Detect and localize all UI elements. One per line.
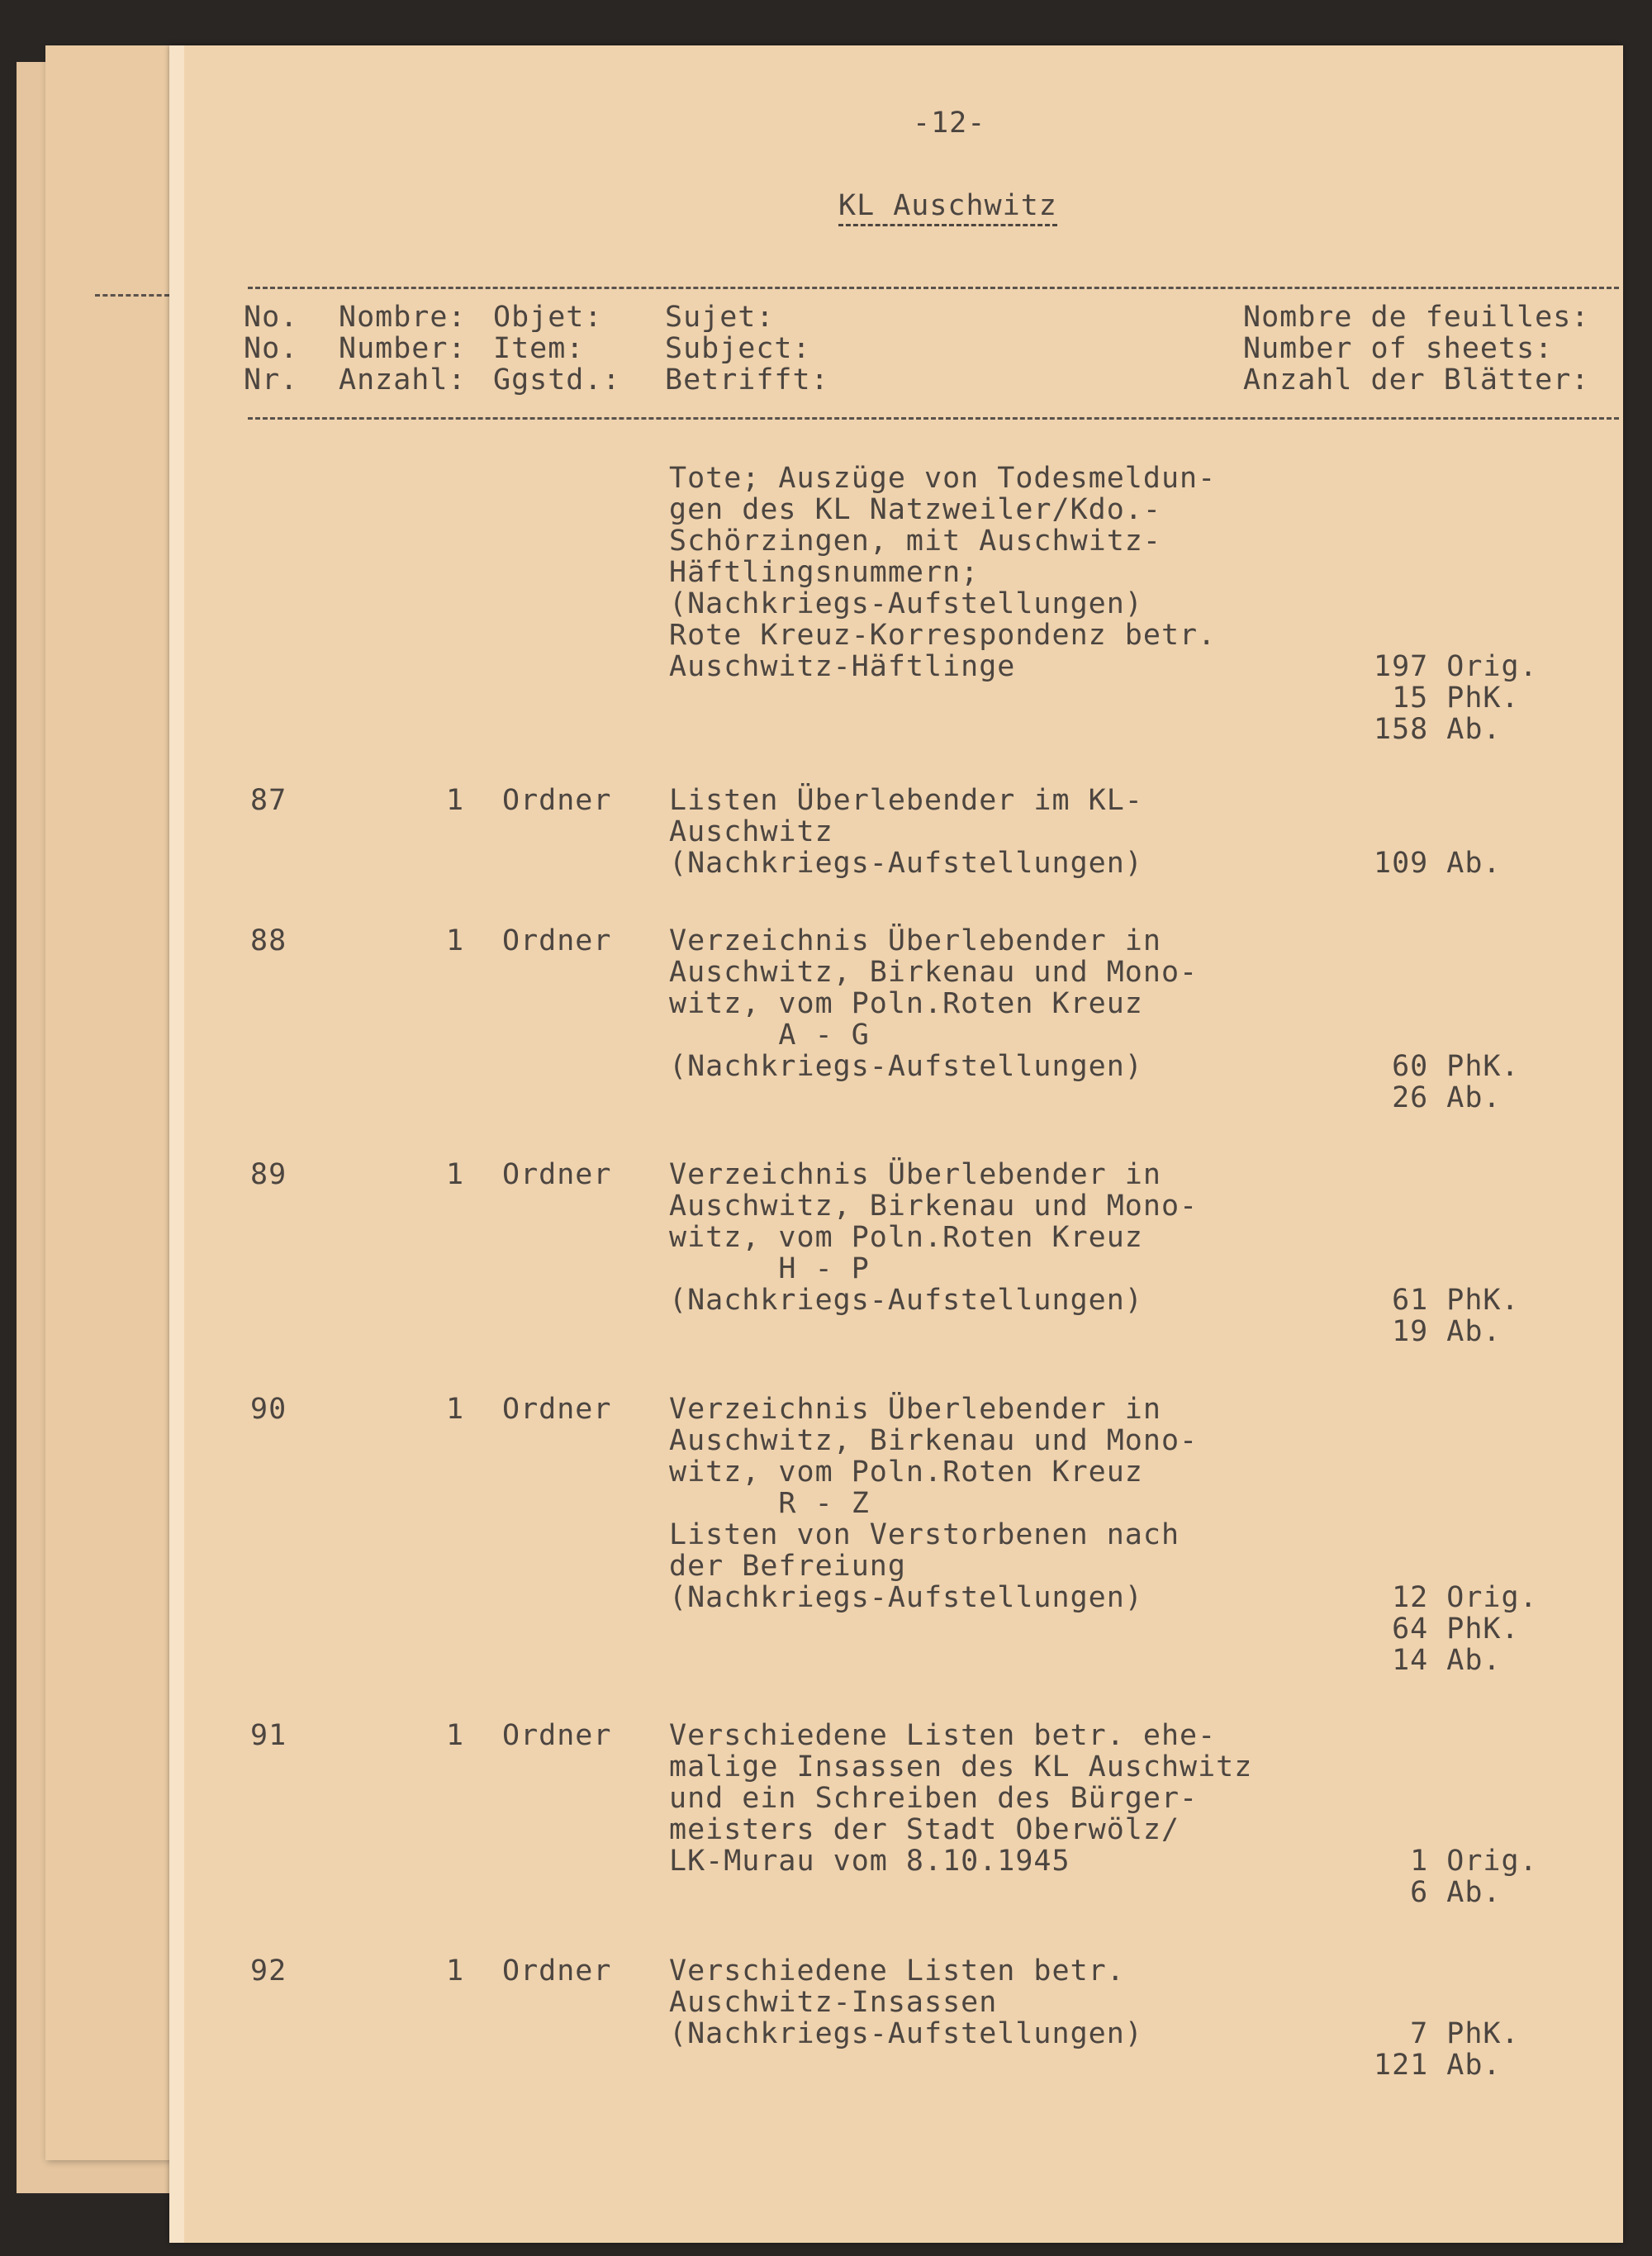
header-objet-label: Item: [493, 332, 585, 365]
sheet-count: 121 Ab. [1374, 2049, 1502, 2082]
sheet-count: 14 Ab. [1374, 1644, 1502, 1677]
sheet-count: 1 Orig. [1374, 1845, 1538, 1878]
subject-line: (Nachkriegs-Aufstellungen) [669, 1284, 1143, 1317]
subject-line: Verschiedene Listen betr. ehe- [669, 1719, 1217, 1752]
sheet-count: 7 PhK. [1374, 2017, 1520, 2050]
sheet-count: 109 Ab. [1374, 847, 1502, 880]
entry-item: Ordner [502, 1719, 612, 1752]
sheet-count: 61 PhK. [1374, 1284, 1520, 1317]
subject-line: (Nachkriegs-Aufstellungen) [669, 2017, 1143, 2050]
entry-item: Ordner [502, 924, 612, 957]
header-objet-label: Objet: [493, 301, 603, 334]
page-edge [169, 45, 184, 2243]
subject-line: (Nachkriegs-Aufstellungen) [669, 847, 1143, 880]
entry-count: 1 [446, 1954, 465, 1988]
sheet-count: 197 Orig. [1374, 650, 1538, 683]
header-sujet-label: Subject: [665, 332, 811, 365]
entry-item: Ordner [502, 1158, 612, 1191]
subject-line: Auschwitz-Insassen [669, 1986, 998, 2019]
entry-item: Ordner [502, 784, 612, 817]
subject-line: Häftlingsnummern; [669, 556, 980, 589]
entry-count: 1 [446, 924, 465, 957]
subject-line: A - G [669, 1019, 870, 1052]
subject-line: Listen von Verstorbenen nach [669, 1518, 1180, 1551]
page-title: KL Auschwitz [838, 190, 1057, 221]
subject-line: Auschwitz, Birkenau und Mono- [669, 1190, 1199, 1223]
header-objet-label: Ggstd.: [493, 363, 621, 397]
subject-line: Listen Überlebender im KL- [669, 784, 1143, 817]
subject-line: Rote Kreuz-Korrespondenz betr. [669, 619, 1217, 652]
subject-line: Auschwitz [669, 815, 833, 848]
subject-line: Tote; Auszüge von Todesmeldun- [669, 462, 1217, 495]
entry-number: 88 [250, 924, 287, 957]
subject-line: Auschwitz-Häftlinge [669, 650, 1016, 683]
subject-line: Verzeichnis Überlebender in [669, 1393, 1161, 1426]
subject-line: Verschiedene Listen betr. [669, 1954, 1125, 1988]
header-bottom-rule [248, 417, 1619, 420]
entry-count: 1 [446, 784, 465, 817]
header-top-rule [248, 287, 1619, 289]
sheet-count: 64 PhK. [1374, 1612, 1520, 1646]
header-nombre-label: Anzahl: [339, 363, 467, 397]
header-no-label: Nr. [244, 363, 299, 397]
header-feuilles-label: Anzahl der Blätter: [1243, 363, 1590, 397]
sheet-count: 6 Ab. [1374, 1876, 1502, 1909]
divider [95, 294, 169, 297]
subject-line: R - Z [669, 1487, 870, 1520]
entry-number: 87 [250, 784, 287, 817]
subject-line: LK-Murau vom 8.10.1945 [669, 1845, 1070, 1878]
subject-line: (Nachkriegs-Aufstellungen) [669, 587, 1143, 620]
subject-line: (Nachkriegs-Aufstellungen) [669, 1050, 1143, 1083]
entry-number: 90 [250, 1393, 287, 1426]
header-sujet-label: Sujet: [665, 301, 775, 334]
subject-line: Auschwitz, Birkenau und Mono- [669, 956, 1199, 989]
page-number: -12- [913, 107, 986, 140]
subject-line: witz, vom Poln.Roten Kreuz [669, 987, 1143, 1020]
subject-line: und ein Schreiben des Bürger- [669, 1782, 1199, 1815]
sheet-count: 26 Ab. [1374, 1081, 1502, 1114]
subject-line: Schörzingen, mit Auschwitz- [669, 525, 1161, 558]
header-feuilles-label: Number of sheets: [1243, 332, 1554, 365]
subject-line: witz, vom Poln.Roten Kreuz [669, 1221, 1143, 1254]
entry-count: 1 [446, 1719, 465, 1752]
header-feuilles-label: Nombre de feuilles: [1243, 301, 1590, 334]
subject-line: Auschwitz, Birkenau und Mono- [669, 1424, 1199, 1457]
sheet-count: 15 PhK. [1374, 682, 1520, 715]
entry-count: 1 [446, 1393, 465, 1426]
subject-line: malige Insassen des KL Auschwitz [669, 1750, 1253, 1783]
entry-item: Ordner [502, 1393, 612, 1426]
header-nombre-label: Number: [339, 332, 467, 365]
entry-number: 91 [250, 1719, 287, 1752]
sheet-count: 12 Orig. [1374, 1581, 1538, 1614]
sheet-count: 60 PhK. [1374, 1050, 1520, 1083]
subject-line: H - P [669, 1252, 870, 1285]
subject-line: Verzeichnis Überlebender in [669, 924, 1161, 957]
entry-item: Ordner [502, 1954, 612, 1988]
entry-number: 92 [250, 1954, 287, 1988]
subject-line: der Befreiung [669, 1550, 906, 1583]
subject-line: Verzeichnis Überlebender in [669, 1158, 1161, 1191]
sheet-count: 19 Ab. [1374, 1315, 1502, 1348]
header-no-label: No. [244, 301, 299, 334]
subject-line: witz, vom Poln.Roten Kreuz [669, 1456, 1143, 1489]
document-page [169, 45, 1623, 2243]
header-sujet-label: Betrifft: [665, 363, 829, 397]
subject-line: (Nachkriegs-Aufstellungen) [669, 1581, 1143, 1614]
header-no-label: No. [244, 332, 299, 365]
sheet-count: 158 Ab. [1374, 713, 1502, 746]
entry-count: 1 [446, 1158, 465, 1191]
subject-line: gen des KL Natzweiler/Kdo.- [669, 493, 1161, 526]
subject-line: meisters der Stadt Oberwölz/ [669, 1813, 1180, 1846]
header-nombre-label: Nombre: [339, 301, 467, 334]
entry-number: 89 [250, 1158, 287, 1191]
